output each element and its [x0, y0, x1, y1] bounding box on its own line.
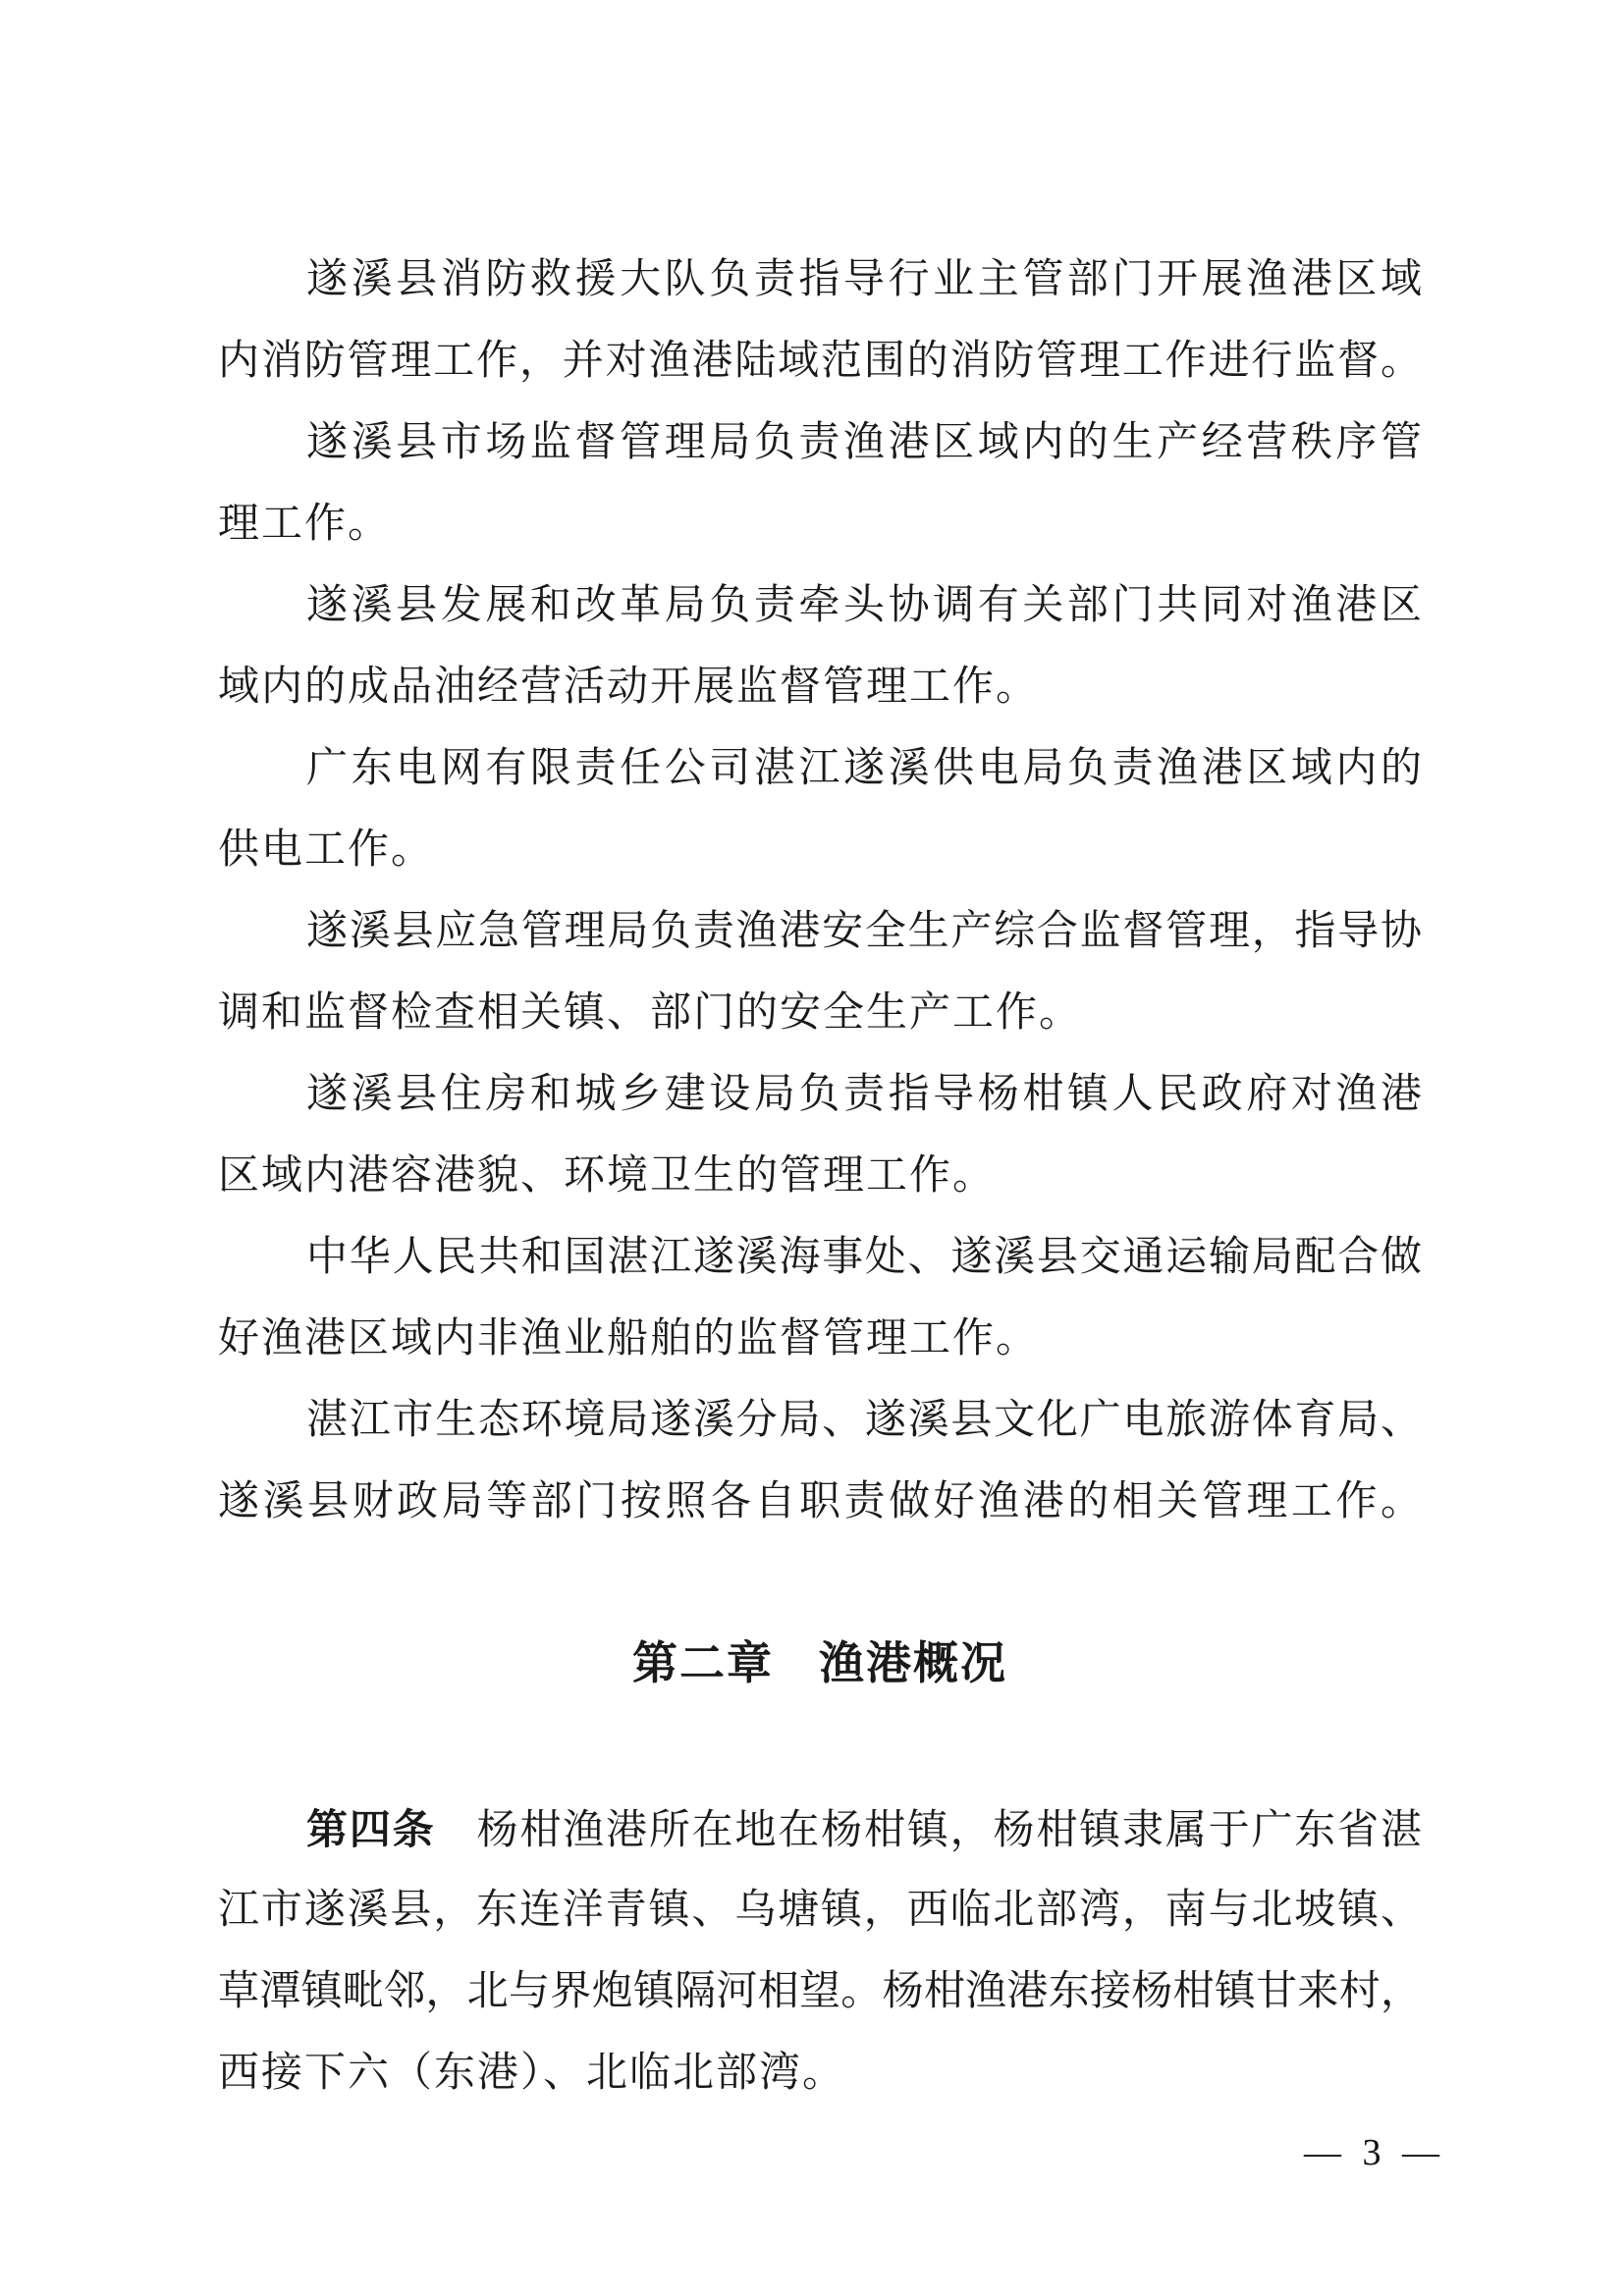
body-line: 广东电网有限责任公司湛江遂溪供电局负责渔港区域内的 — [306, 746, 1422, 791]
body-line: 湛江市生态环境局遂溪分局、遂溪县文化广电旅游体育局、 — [306, 1398, 1422, 1443]
body-line: 区域内港容港貌、环境卫生的管理工作。 — [218, 1153, 997, 1199]
body-line: 供电工作。 — [218, 828, 435, 873]
article-text: 杨柑渔港所在地在杨柑镇，杨柑镇隶属于广东省湛 — [476, 1808, 1422, 1853]
body-line: 草潭镇毗邻，北与界炮镇隔河相望。杨柑渔港东接杨柑镇甘来村， — [218, 1969, 1422, 2014]
body-line: 域内的成品油经营活动开展监督管理工作。 — [218, 665, 1040, 710]
body-line: 中华人民共和国湛江遂溪海事处、遂溪县交通运输局配合做 — [306, 1235, 1422, 1280]
chapter-title: 渔港概况 — [819, 1637, 1007, 1688]
article-number: 第四条 — [306, 1806, 436, 1852]
body-line: 理工作。 — [218, 502, 392, 547]
body-line: 江市遂溪县，东连洋青镇、乌塘镇，西临北部湾，南与北坡镇、 — [218, 1888, 1422, 1933]
body-line: 内消防管理工作，并对渔港陆域范围的消防管理工作进行监督。 — [218, 339, 1422, 384]
body-line: 遂溪县财政局等部门按照各自职责做好渔港的相关管理工作。 — [218, 1479, 1422, 1524]
body-line: 西接下六（东港）、北临北部湾。 — [218, 2051, 846, 2096]
body-line: 好渔港区域内非渔业船舶的监督管理工作。 — [218, 1316, 1040, 1362]
page-number: — 3 — — [1304, 2132, 1445, 2173]
body-line: 遂溪县应急管理局负责渔港安全生产综合监督管理，指导协 — [306, 909, 1422, 954]
chapter-number: 第二章 — [632, 1637, 774, 1688]
document-body — [218, 240, 1422, 2114]
body-line: 遂溪县消防救援大队负责指导行业主管部门开展渔港区域 — [306, 257, 1422, 302]
article-first-line — [218, 1789, 1422, 1870]
body-line: 遂溪县发展和改革局负责牵头协调有关部门共同对渔港区 — [306, 583, 1422, 628]
body-line: 遂溪县住房和城乡建设局负责指导杨柑镇人民政府对渔港 — [306, 1072, 1422, 1117]
body-line: 调和监督检查相关镇、部门的安全生产工作。 — [218, 990, 1083, 1036]
body-line: 遂溪县市场监督管理局负责渔港区域内的生产经营秩序管 — [306, 420, 1422, 465]
chapter-heading — [218, 1623, 1422, 1704]
